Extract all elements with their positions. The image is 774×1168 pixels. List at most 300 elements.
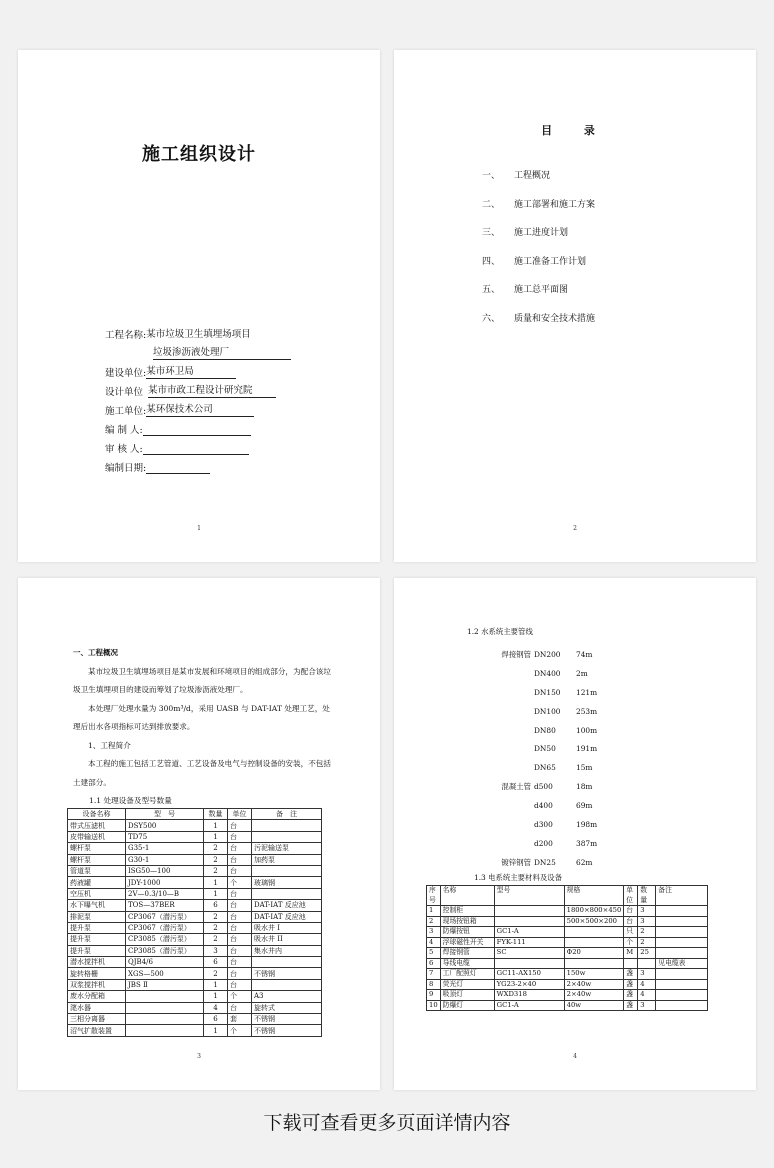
table-cell: 2: [638, 937, 656, 948]
table-row: [68, 865, 322, 876]
table-cell: 旋转格栅: [68, 968, 126, 979]
table-cell: Φ20: [564, 948, 624, 959]
builder-label: 施工单位:: [105, 406, 147, 417]
page-materials: [394, 578, 756, 1090]
table-cell: 2: [204, 911, 228, 922]
table-cell: 焊接钢管: [440, 948, 494, 959]
table-cell: [638, 958, 656, 969]
table-cell: YG23-2×40: [494, 979, 564, 990]
table-cell: 只: [624, 927, 638, 938]
table-cell: 管道泵: [68, 865, 126, 876]
section-heading: 一、工程概况: [73, 648, 118, 657]
table-cell: 1: [204, 831, 228, 842]
pipe-size: DN400: [534, 668, 561, 678]
page-number: 1: [197, 525, 201, 532]
page-number: 4: [573, 1053, 577, 1060]
table-header-cell: 设备名称: [68, 809, 126, 820]
pipe-row: [490, 683, 616, 702]
table-cell: TD75: [126, 831, 204, 842]
table-header-cell: 单位: [228, 809, 252, 820]
pipe-size: DN80: [534, 725, 556, 735]
table-cell: DAT-IAT 反应池: [252, 900, 322, 911]
owner-value: 某市环卫局: [146, 363, 236, 379]
table-row: [68, 945, 322, 956]
table-cell: SC: [494, 948, 564, 959]
pipe-length: 18m: [576, 782, 593, 792]
table-cell: 4: [638, 990, 656, 1001]
table-cell: 个: [624, 937, 638, 948]
pipe-row: [490, 834, 616, 853]
table-header-cell: 备 注: [252, 809, 322, 820]
table-cell: 控制柜: [440, 906, 494, 917]
pipe-size: d200: [534, 838, 553, 848]
table-cell: [126, 1025, 204, 1036]
table-header-row: [427, 886, 708, 906]
table-cell: 潜水搅拌机: [68, 957, 126, 968]
table-cell: 排泥泵: [68, 911, 126, 922]
table-cell: 台: [228, 911, 252, 922]
table-cell: [656, 1000, 708, 1011]
table-cell: FYK-111: [494, 937, 564, 948]
table-cell: 台: [228, 945, 252, 956]
pipe-size: DN150: [534, 687, 561, 697]
table-cell: [564, 937, 624, 948]
table-cell: 2: [427, 916, 441, 927]
builder-value: 某环保技术公司: [146, 401, 254, 417]
reviewer-row: [105, 436, 291, 455]
table-cell: [126, 1002, 204, 1013]
table-row: [68, 957, 322, 968]
table-cell: [564, 958, 624, 969]
table-cell: 盏: [624, 990, 638, 1001]
owner-row: [105, 360, 291, 379]
table-cell: [656, 916, 708, 927]
table-cell: 防爆灯: [440, 1000, 494, 1011]
table-cell: 10: [427, 1000, 441, 1011]
table-cell: TOS—37BER: [126, 900, 204, 911]
table-cell: XGS—500: [126, 968, 204, 979]
table-header-cell: 备注: [656, 886, 708, 906]
table-cell: CP3085（潜污泵）: [126, 934, 204, 945]
table-cell: 台: [228, 865, 252, 876]
table-row: [68, 1025, 322, 1036]
pipe-size: DN200: [534, 649, 561, 659]
pipe-size: d500: [534, 782, 553, 792]
table-cell: 2: [204, 843, 228, 854]
table-row: [68, 900, 322, 911]
date-row: [105, 455, 291, 474]
table-cell: CP3085（潜污泵）: [126, 945, 204, 956]
table-cell: 导线电缆: [440, 958, 494, 969]
table-cell: 5: [427, 948, 441, 959]
pipe-length: 198m: [576, 819, 598, 829]
table-cell: 提升泵: [68, 922, 126, 933]
editor-blank: [143, 434, 251, 436]
table-header-cell: 数量: [204, 809, 228, 820]
table-cell: JBS Ⅱ: [126, 979, 204, 990]
table-header-cell: 型 号: [126, 809, 204, 820]
table-cell: 台: [624, 906, 638, 917]
table-cell: 台: [228, 854, 252, 865]
pipe-row: [490, 645, 616, 664]
table-cell: 螺杆泵: [68, 854, 126, 865]
table-cell: DSY500: [126, 820, 204, 831]
table-row: [427, 1000, 708, 1011]
pipe-row: [490, 777, 616, 796]
table-row: [427, 916, 708, 927]
table-cell: 4: [638, 979, 656, 990]
table-cell: 台: [228, 820, 252, 831]
table-cell: 1: [204, 979, 228, 990]
pipe-length: 74m: [576, 649, 593, 659]
download-more-text[interactable]: 下载可查看更多页面详情内容: [263, 1112, 511, 1134]
table-cell: 套: [228, 1014, 252, 1025]
table-cell: 500×500×200: [564, 916, 624, 927]
table-row: [427, 958, 708, 969]
table-cell: 4: [204, 1002, 228, 1013]
table-cell: CP3067（潜污泵）: [126, 911, 204, 922]
table-row: [68, 968, 322, 979]
table-cell: [494, 958, 564, 969]
table-cell: 浮球磁性开关: [440, 937, 494, 948]
table-cell: 1: [204, 991, 228, 1002]
toc-item: [482, 254, 595, 283]
table-row: [68, 991, 322, 1002]
pipe-length: 2m: [576, 668, 588, 678]
cover-title: 施工组织设计: [142, 144, 256, 165]
table-row: [68, 922, 322, 933]
table-cell: 台: [228, 968, 252, 979]
reviewer-label: 审 核 人:: [105, 444, 143, 455]
table-cell: 沼气扩散装置: [68, 1025, 126, 1036]
table-cell: 6: [427, 958, 441, 969]
table-cell: [564, 927, 624, 938]
table-cell: 药液罐: [68, 877, 126, 888]
pipe-size: DN25: [534, 857, 556, 867]
table-cell: DAT-IAT 反应池: [252, 911, 322, 922]
pipe-type: 混凝土管: [501, 782, 531, 792]
toc-item-text: 施工部署和施工方案: [514, 199, 596, 210]
table-cell: 盏: [624, 1000, 638, 1011]
table-cell: 三相分离器: [68, 1014, 126, 1025]
table-header-cell: 单位: [624, 886, 638, 906]
toc-item-text: 工程概况: [514, 171, 551, 181]
pipe-type: 焊接钢管: [501, 649, 531, 659]
table-cell: 9: [427, 990, 441, 1001]
table-header-row: [68, 809, 322, 820]
table-cell: A3: [252, 991, 322, 1002]
table-cell: 台: [228, 888, 252, 899]
table-cell: 吸水井 I: [252, 922, 322, 933]
table-cell: [656, 948, 708, 959]
overview-text: [73, 644, 333, 811]
designer-row: [105, 379, 291, 398]
table-cell: 废水分配箱: [68, 991, 126, 1002]
table-row: [427, 990, 708, 1001]
table-cell: 3: [638, 969, 656, 980]
table-cell: 污泥输送泵: [252, 843, 322, 854]
table-cell: 提升泵: [68, 934, 126, 945]
table-cell: GC11-AX150: [494, 969, 564, 980]
toc-item: [482, 197, 595, 226]
table-cell: [656, 927, 708, 938]
table-cell: 3: [638, 916, 656, 927]
table-cell: [252, 831, 322, 842]
toc-item-text: 施工准备工作计划: [514, 256, 587, 267]
table-cell: QJB4/6: [126, 957, 204, 968]
table-header-cell: 数量: [638, 886, 656, 906]
table-header-cell: 规格: [564, 886, 624, 906]
electric-caption: 1.3 电系统主要材料及设备: [474, 873, 563, 882]
pipe-length: 387m: [576, 838, 598, 848]
table-cell: 台: [228, 843, 252, 854]
table-cell: [252, 979, 322, 990]
toc-item-number: 五、: [482, 285, 501, 296]
project-name-value-2: 垃圾渗沥液处理厂: [153, 344, 291, 360]
table-cell: [656, 990, 708, 1001]
pipe-list: [490, 645, 616, 872]
table-row: [427, 906, 708, 917]
table-cell: [126, 1014, 204, 1025]
table-cell: 2: [204, 934, 228, 945]
table-cell: 工厂配照灯: [440, 969, 494, 980]
pipe-size: DN50: [534, 744, 556, 754]
table-cell: 8: [427, 979, 441, 990]
table-cell: [494, 906, 564, 917]
table-row: [68, 911, 322, 922]
table-cell: 水下曝气机: [68, 900, 126, 911]
table-row: [427, 979, 708, 990]
designer-label: 设计单位: [105, 387, 144, 398]
toc-item-number: 二、: [482, 199, 501, 210]
pipe-row: [490, 702, 616, 721]
table-cell: JDY-1000: [126, 877, 204, 888]
toc-item-number: 六、: [482, 313, 501, 324]
table-cell: 3: [638, 906, 656, 917]
toc-item-number: 一、: [482, 171, 501, 181]
toc-item: [482, 225, 595, 254]
table-cell: 皮带输送机: [68, 831, 126, 842]
electric-table: [426, 885, 708, 1011]
project-name-label: 工程名称:: [105, 330, 147, 341]
page-number: 2: [573, 525, 577, 532]
page-number: 3: [197, 1053, 201, 1060]
table-cell: 40w: [564, 1000, 624, 1011]
pipe-type: 镀锌钢管: [501, 857, 531, 867]
pipe-row: [490, 815, 616, 834]
table-header-cell: 型号: [494, 886, 564, 906]
pipe-length: 121m: [576, 687, 598, 697]
table-row: [68, 854, 322, 865]
table-cell: 盏: [624, 979, 638, 990]
table-cell: 带式压滤机: [68, 820, 126, 831]
table-cell: 台: [228, 934, 252, 945]
subheading: 1、工程简介: [88, 740, 131, 750]
designer-value: 某市市政工程设计研究院: [148, 382, 276, 398]
pipe-row: [490, 758, 616, 777]
pipe-length: 100m: [576, 725, 598, 735]
table-row: [68, 877, 322, 888]
table-cell: 25: [638, 948, 656, 959]
table-cell: 台: [228, 979, 252, 990]
table-cell: [252, 957, 322, 968]
table-cell: GC1-A: [494, 1000, 564, 1011]
table-cell: 台: [228, 831, 252, 842]
table-cell: CP3067（潜污泵）: [126, 922, 204, 933]
table-row: [68, 1002, 322, 1013]
table-cell: 6: [204, 900, 228, 911]
table-cell: 台: [228, 1002, 252, 1013]
page-cover: [18, 50, 380, 562]
table-row: [68, 831, 322, 842]
table-cell: GC1-A: [494, 927, 564, 938]
table-cell: 2×40w: [564, 990, 624, 1001]
table-cell: 加药泵: [252, 854, 322, 865]
table-cell: 6: [204, 1014, 228, 1025]
toc-item: [482, 168, 595, 197]
table-cell: 螺杆泵: [68, 843, 126, 854]
table-cell: 台: [624, 916, 638, 927]
table-cell: 1: [204, 888, 228, 899]
table-cell: [126, 991, 204, 1002]
pipe-length: 191m: [576, 744, 598, 754]
table-cell: 不锈钢: [252, 1025, 322, 1036]
table-row: [427, 927, 708, 938]
table-cell: [656, 979, 708, 990]
pipe-row: [490, 721, 616, 740]
table-row: [68, 843, 322, 854]
cover-info-block: [105, 322, 291, 474]
table-cell: 吸水井 II: [252, 934, 322, 945]
table-row: [427, 948, 708, 959]
table-cell: 不锈钢: [252, 1014, 322, 1025]
table-cell: 2V—0.3/10—B: [126, 888, 204, 899]
table-cell: [494, 916, 564, 927]
table-cell: 滗水器: [68, 1002, 126, 1013]
toc-item-number: 三、: [482, 228, 501, 239]
editor-label: 编 制 人:: [105, 425, 143, 436]
owner-label: 建设单位:: [105, 368, 147, 379]
table-cell: 台: [228, 900, 252, 911]
pipe-row: [490, 739, 616, 758]
pipe-size: d300: [534, 819, 553, 829]
table-cell: 2×40w: [564, 979, 624, 990]
pipe-size: DN65: [534, 763, 556, 773]
table-cell: 4: [427, 937, 441, 948]
table-cell: 集水井内: [252, 945, 322, 956]
toc-item-text: 施工进度计划: [514, 228, 569, 239]
page-overview: [18, 578, 380, 1090]
table-cell: 台: [228, 957, 252, 968]
page-toc: [394, 50, 756, 562]
pipe-row: [490, 796, 616, 815]
toc-item: [482, 282, 595, 311]
pipe-length: 69m: [576, 801, 593, 811]
table-cell: 1: [427, 906, 441, 917]
table-cell: [656, 969, 708, 980]
paragraph: 本工程的施工包括工艺管道、工艺设备及电气与控制设备的安装，不包括土建部分。: [73, 759, 331, 787]
table-cell: 6: [204, 957, 228, 968]
table-cell: 1: [204, 877, 228, 888]
table-cell: 见电缆表: [656, 958, 708, 969]
table-cell: 1: [204, 820, 228, 831]
table-cell: 1: [204, 1025, 228, 1036]
table-cell: [252, 865, 322, 876]
table-cell: 7: [427, 969, 441, 980]
toc-item-text: 质量和安全技术措施: [514, 313, 596, 324]
project-name-row-2: [105, 341, 291, 360]
table-cell: 个: [228, 1025, 252, 1036]
project-name-row: [105, 322, 291, 341]
date-blank: [146, 472, 210, 474]
table-cell: 2: [204, 865, 228, 876]
table-cell: 玻璃钢: [252, 877, 322, 888]
table-header-cell: 名称: [440, 886, 494, 906]
table-header-cell: 序号: [427, 886, 441, 906]
table-cell: 不锈钢: [252, 968, 322, 979]
toc-item-text: 施工总平面图: [514, 285, 569, 296]
pipe-length: 62m: [576, 857, 593, 867]
table-cell: 吸顶灯: [440, 990, 494, 1001]
table-cell: ISG50—100: [126, 865, 204, 876]
table-cell: 旋转式: [252, 1002, 322, 1013]
table-cell: 防爆按钮: [440, 927, 494, 938]
table-cell: [624, 958, 638, 969]
table-cell: [252, 888, 322, 899]
toc-list: [482, 168, 595, 340]
equipment-table: [67, 808, 322, 1037]
paragraph: 本处理厂处理水量为 300m³/d，采用 UASB 与 DAT-IAT 处理工艺，处理后出水各项指标可达到排放要求。: [73, 703, 330, 731]
table-row: [427, 937, 708, 948]
editor-row: [105, 417, 291, 436]
toc-item: [482, 311, 595, 340]
table-row: [68, 820, 322, 831]
table-row: [68, 979, 322, 990]
table-cell: G35-1: [126, 843, 204, 854]
table-cell: [252, 820, 322, 831]
table-cell: 盏: [624, 969, 638, 980]
table-cell: 3: [427, 927, 441, 938]
table-row: [68, 888, 322, 899]
date-label: 编制日期:: [105, 463, 147, 474]
table-cell: G30-1: [126, 854, 204, 865]
table-cell: 个: [228, 991, 252, 1002]
table-cell: 台: [228, 922, 252, 933]
pipes-caption: 1.2 水系统主要管线: [467, 627, 533, 636]
table-caption: 1.1 处理设备及型号数量: [89, 796, 172, 805]
table-cell: 2: [204, 854, 228, 865]
paragraph: 某市垃圾卫生填埋场项目是某市发展和环境项目的组成部分，为配合该垃圾卫生填埋项目的建设而筹划了垃圾渗沥液处理厂。: [73, 666, 331, 694]
table-cell: 150w: [564, 969, 624, 980]
table-cell: 2: [204, 968, 228, 979]
table-cell: 双浆搅拌机: [68, 979, 126, 990]
project-name-value-1: 某市垃圾卫生填埋场项目: [146, 329, 251, 340]
table-row: [68, 1014, 322, 1025]
table-cell: 1800×800×450: [564, 906, 624, 917]
table-row: [427, 969, 708, 980]
pipe-size: d400: [534, 801, 553, 811]
table-cell: 现场按钮箱: [440, 916, 494, 927]
pipe-length: 253m: [576, 706, 598, 716]
toc-title: 目 录: [541, 124, 609, 137]
pipe-length: 15m: [576, 763, 593, 773]
table-cell: 空压机: [68, 888, 126, 899]
table-cell: [656, 906, 708, 917]
table-cell: 3: [204, 945, 228, 956]
table-row: [68, 934, 322, 945]
table-cell: 3: [638, 1000, 656, 1011]
toc-item-number: 四、: [482, 256, 501, 267]
